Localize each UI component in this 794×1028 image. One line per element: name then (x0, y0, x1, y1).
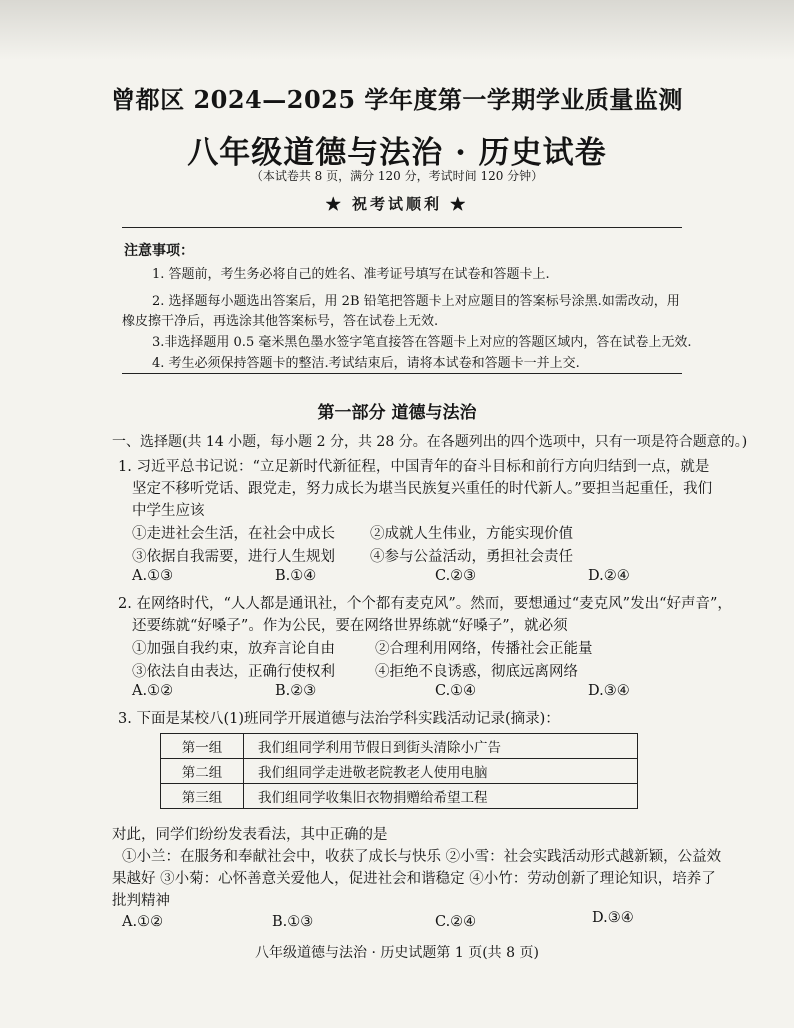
q3-stem: 3. 下面是某校八(1)班同学开展道德与法治学科实践活动记录(摘录)： (118, 711, 560, 727)
group-cell: 第一组 (161, 734, 244, 759)
q3-option: B.①③ (272, 914, 314, 930)
q2-option: D.③④ (588, 683, 630, 699)
exam-title: 八年级道德与法治 · 历史试卷 (187, 135, 607, 171)
q1-statement: ②成就人生伟业，方能实现价值 (370, 526, 573, 542)
notes-heading: 注意事项： (124, 243, 194, 259)
activity-cell: 我们组同学利用节假日到街头清除小广告 (244, 734, 638, 759)
scan-shadow (0, 0, 794, 60)
q1-option: B.①④ (275, 568, 317, 584)
q2-option: B.②③ (275, 683, 317, 699)
group-cell: 第三组 (161, 784, 244, 809)
q1-stem: 中学生应该 (132, 503, 205, 519)
q3-option: C.②④ (435, 914, 477, 930)
q1-option: C.②③ (435, 568, 477, 584)
q3-option: A.①② (122, 914, 164, 930)
q1-option: D.②④ (588, 568, 630, 584)
q2-statement: ④拒绝不良诱惑，彻底远离网络 (375, 664, 578, 680)
activity-cell: 我们组同学走进敬老院教老人使用电脑 (244, 759, 638, 784)
section-instruction: 一、选择题(共 14 小题，每小题 2 分，共 28 分。在各题列出的四个选项中，只有一项是符合题意的。) (112, 434, 748, 450)
good-luck-banner: ★ 祝考试顺利 ★ (325, 195, 469, 213)
q2-statement: ③依法自由表达，正确行使权利 (132, 664, 335, 680)
q3-text: 果越好 ③小菊：心怀善意关爱他人，促进社会和谐稳定 ④小竹：劳动创新了理论知识，培养了 (112, 871, 716, 887)
note-item: 4. 考生必须保持答题卡的整洁.考试结束后，请将本试卷和答题卡一并上交. (152, 356, 580, 371)
table-row (161, 784, 638, 809)
q2-stem: 2. 在网络时代，“人人都是通讯社，个个都有麦克风”。然而，要想通过“麦克风”发出“好声音”， (118, 596, 732, 612)
q2-option: C.①④ (435, 683, 477, 699)
q2-statement: ①加强自我约束，放弃言论自由 (132, 641, 335, 657)
table-row (161, 759, 638, 784)
q3-text: 对此，同学们纷纷发表看法，其中正确的是 (112, 827, 388, 843)
q2-option: A.①② (132, 683, 174, 699)
q2-stem: 还要练就“好嗓子”。作为公民，要在网络世界练就“好嗓子”，就必须 (132, 618, 568, 634)
note-item: 1. 答题前，考生务必将自己的姓名、准考证号填写在试卷和答题卡上. (152, 267, 550, 282)
q3-text: ①小兰：在服务和奉献社会中，收获了成长与快乐 ②小雪：社会实践活动形式越新颖，公益效 (122, 849, 722, 865)
table-row (161, 734, 638, 759)
q1-option: A.①③ (132, 568, 174, 584)
section-title: 第一部分 道德与法治 (317, 403, 477, 423)
activity-record-table (160, 733, 638, 809)
notes-bottom-rule (122, 373, 682, 374)
q1-statement: ④参与公益活动，勇担社会责任 (370, 549, 573, 565)
q1-statement: ①走进社会生活，在社会中成长 (132, 526, 335, 542)
q1-stem: 1. 习近平总书记说：“立足新时代新征程，中国青年的奋斗目标和前行方向归结到一点，就是 (118, 459, 710, 475)
notes-top-rule (122, 227, 682, 228)
exam-header-line: 曾都区 2024—2025 学年度第一学期学业质量监测 (111, 85, 683, 114)
note-item: 2. 选择题每小题选出答案后，用 2B 铅笔把答题卡上对应题目的答案标号涂黑.如需改动，用 (152, 294, 680, 309)
group-cell: 第二组 (161, 759, 244, 784)
q1-statement: ③依据自我需要，进行人生规划 (132, 549, 335, 565)
exam-meta-note: （本试卷共 8 页，满分 120 分，考试时间 120 分钟） (250, 169, 544, 183)
note-item: 橡皮擦干净后，再选涂其他答案标号，答在试卷上无效. (122, 314, 439, 329)
activity-cell: 我们组同学收集旧衣物捐赠给希望工程 (244, 784, 638, 809)
q3-text: 批判精神 (112, 893, 170, 909)
page-footer: 八年级道德与法治 · 历史试题第 1 页(共 8 页) (255, 945, 539, 961)
note-item: 3.非选择题用 0.5 毫米黑色墨水签字笔直接答在答题卡上对应的答题区域内，答在试卷上无效. (152, 335, 692, 350)
q3-option: D.③④ (592, 910, 634, 926)
q2-statement: ②合理利用网络，传播社会正能量 (375, 641, 593, 657)
q1-stem: 坚定不移听党话、跟党走，努力成长为堪当民族复兴重任的时代新人。”要担当起重任，我们 (132, 481, 713, 497)
